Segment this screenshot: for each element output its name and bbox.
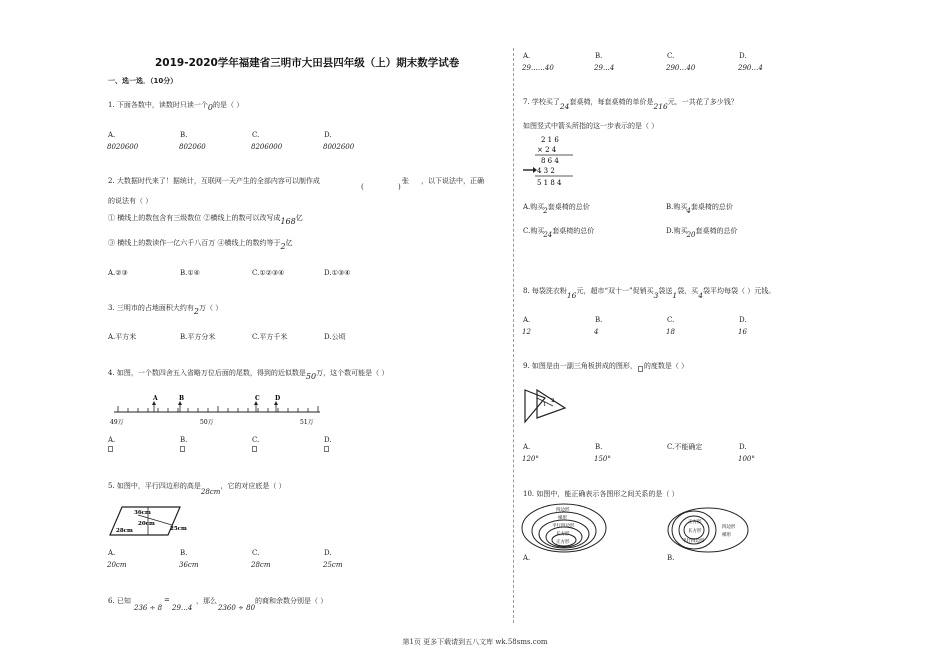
question-2: 2. 大数据时代来了！据统计，互联网一天产生的全部内容可以制作成 — [108, 177, 320, 185]
venn-figure-a — [520, 502, 610, 554]
venn-figure-b — [660, 504, 750, 554]
point-d-label: D — [275, 395, 281, 402]
q7-line2: 如图竖式中箭头所指的这一步表示的是（ ） — [523, 122, 659, 130]
calc-row-4: 4 3 2 — [537, 167, 555, 175]
label-square: 正方形 — [556, 540, 570, 545]
question-8: 8. 每袋洗衣粉16元，超市“双十一”促销买3袋送1袋，买4袋平均每袋（ ）元钱。 — [523, 287, 776, 300]
q7-option-c[interactable]: C.购买24套桌椅的总价 — [523, 227, 595, 239]
q10-option-a[interactable]: A. — [523, 554, 531, 562]
q2-option-c[interactable]: C.①②③④ — [252, 269, 285, 277]
label-20cm: 20cm — [138, 521, 155, 527]
number-line-ticks — [118, 401, 318, 412]
q8-option-a[interactable]: A. 12 — [522, 316, 531, 336]
q3-option-c[interactable]: C.平方千米 — [252, 333, 288, 341]
broken-image-icon — [180, 446, 185, 452]
q3-option-a[interactable]: A.平方米 — [108, 333, 137, 341]
q9-option-d[interactable]: D. 100° — [738, 443, 755, 463]
q6-expr2: 29…4 — [172, 604, 193, 612]
calc-row-3: 8 6 4 — [541, 157, 559, 165]
q4-option-a[interactable]: A. — [108, 436, 115, 454]
label-rectangle: 长方形 — [556, 532, 570, 537]
triangle-set-figure — [523, 386, 573, 426]
q4-option-c[interactable]: C. — [252, 436, 259, 454]
q9-option-c[interactable]: C.不能确定 — [667, 443, 703, 451]
q4-option-b[interactable]: B. — [180, 436, 187, 454]
calc-row-2: × 2 4 — [537, 146, 557, 154]
q10-option-b[interactable]: B. — [667, 554, 675, 562]
triangle-1 — [525, 390, 545, 422]
broken-image-icon — [108, 446, 113, 452]
question-6: 6. 已知 — [108, 597, 131, 605]
q2-paren-close: ) — [398, 183, 401, 191]
label-square-b: 正方形 — [688, 520, 702, 525]
q6-option-a[interactable]: A. 29……40 — [522, 52, 554, 72]
q6-option-d[interactable]: D. 290…4 — [738, 52, 763, 72]
angle-2-label: 2 — [551, 398, 555, 404]
tick-50: 50万 — [200, 419, 214, 426]
ellipse-quadrilateral-b — [668, 508, 748, 552]
question-7: 7. 学校买了24套桌椅，每套桌椅的单价是216元，一共花了多少钱？ — [523, 98, 738, 111]
label-36cm: 36cm — [134, 510, 151, 516]
q6-option-c[interactable]: C. 290…40 — [666, 52, 696, 72]
angle-symbol-icon — [638, 366, 643, 372]
label-28cm: 28cm — [116, 528, 133, 534]
q9-option-b[interactable]: B. 150° — [594, 443, 611, 463]
label-trapezoid-b: 梯形 — [722, 533, 731, 538]
q1-option-b[interactable]: B. 802060 — [179, 131, 206, 151]
page-footer: 第1页 更多下载请到五八文库 wk.58sms.com — [402, 638, 548, 646]
page-title: 2019-2020学年福建省三明市大田县四年级（上）期末数学试卷 — [155, 57, 460, 69]
label-rectangle-b: 长方形 — [688, 529, 702, 534]
label-parallelogram: 平行四边形 — [552, 524, 575, 529]
question-1: 1. 下面各数中，读数时只读一个0的是（ ） — [108, 101, 244, 112]
q7-option-a[interactable]: A.购买2套桌椅的总价 — [523, 203, 590, 215]
q1-option-a[interactable]: A. 8020600 — [107, 131, 139, 151]
q2-paren-open: ( — [361, 183, 364, 191]
q2-zhang: 张 — [402, 177, 409, 185]
q8-option-b[interactable]: B. 4 — [594, 316, 603, 336]
calc-row-1: 2 1 6 — [541, 136, 559, 144]
q5-option-d[interactable]: D. 25cm — [323, 549, 343, 569]
broken-image-icon — [252, 446, 257, 452]
q5-option-a[interactable]: A. 20cm — [107, 549, 127, 569]
q2-line2: 的说法有（ ） — [108, 197, 153, 205]
label-25cm: 25cm — [170, 526, 187, 532]
q6-eq: = — [164, 596, 170, 604]
q6-expr3: 2360 ÷ 80 — [218, 604, 256, 612]
label-parallelogram-b: 平行四边形 — [682, 539, 705, 544]
broken-image-icon — [324, 446, 329, 452]
q3-option-b[interactable]: B.平方分米 — [180, 333, 216, 341]
question-3: 3. 三明市的占地面积大约有2万（ ） — [108, 304, 223, 316]
q9-option-a[interactable]: A. 120° — [522, 443, 539, 463]
question-4: 4. 如图，一个数四舍五入省略万位后面的尾数，得到的近似数是50万，这个数可能是（ ） — [108, 369, 389, 381]
question-10: 10. 如图中，能正确表示各图形之间关系的是（ ） — [523, 490, 679, 498]
triangle-2 — [537, 390, 565, 418]
q2-option-b[interactable]: B.①④ — [180, 269, 200, 277]
vertical-multiplication-figure — [523, 132, 583, 188]
q1-option-d[interactable]: D. 8002600 — [323, 131, 355, 151]
label-quadrilateral: 四边形 — [556, 508, 570, 513]
q6-expr1: 236 ÷ 8 — [134, 604, 163, 612]
number-line-figure — [108, 390, 328, 430]
point-c-label: C — [255, 395, 260, 402]
label-trapezoid: 梯形 — [558, 516, 567, 521]
q8-option-c[interactable]: C. 18 — [666, 316, 675, 336]
point-b-label: B — [179, 395, 185, 402]
q2-text-b: ，以下说法中，正确 — [421, 177, 484, 185]
q6-option-b[interactable]: B. 29…4 — [594, 52, 615, 72]
question-9: 9. 如图是由一副三角板拼成的图形， 的度数是（ ） — [523, 362, 689, 370]
q4-option-d[interactable]: D. — [324, 436, 332, 454]
q8-option-d[interactable]: D. 16 — [738, 316, 747, 336]
q6-text-c: 的商和余数分别是（ ） — [255, 597, 328, 605]
q2-line3: ① 横线上的数包含有三级数位 ②横线上的数可以改写成168亿 — [108, 214, 303, 226]
parallelogram-figure — [108, 503, 188, 539]
q6-text-b: ，那么 — [196, 597, 217, 605]
q1-option-c[interactable]: C. 8206000 — [251, 131, 283, 151]
q5-option-c[interactable]: C. 28cm — [251, 549, 271, 569]
q7-option-b[interactable]: B.购买4套桌椅的总价 — [666, 203, 733, 215]
section-heading: 一、选一选．（10分） — [108, 77, 178, 85]
column-divider — [513, 48, 514, 623]
q2-line4: ③ 横线上的数读作一亿六千八百万 ④横线上的数约等于2亿 — [108, 239, 293, 251]
calc-row-5: 5 1 8 4 — [537, 179, 562, 187]
tick-51: 51万 — [300, 419, 314, 426]
q2-option-a[interactable]: A.②③ — [108, 269, 128, 277]
q7-option-d[interactable]: D.购买20套桌椅的总价 — [666, 227, 738, 239]
angle-1-label: 1 — [543, 402, 547, 408]
q3-option-d[interactable]: D.公顷 — [324, 333, 346, 341]
label-quadrilateral-b: 四边形 — [722, 525, 736, 530]
tick-49: 49万 — [110, 419, 124, 426]
q2-option-d[interactable]: D.①③④ — [324, 269, 351, 277]
q5-option-b[interactable]: B. 36cm — [179, 549, 199, 569]
question-5: 5. 如图中，平行四边形的高是28cm，它的对应底是（ ） — [108, 482, 286, 496]
point-a-label: A — [153, 395, 158, 402]
